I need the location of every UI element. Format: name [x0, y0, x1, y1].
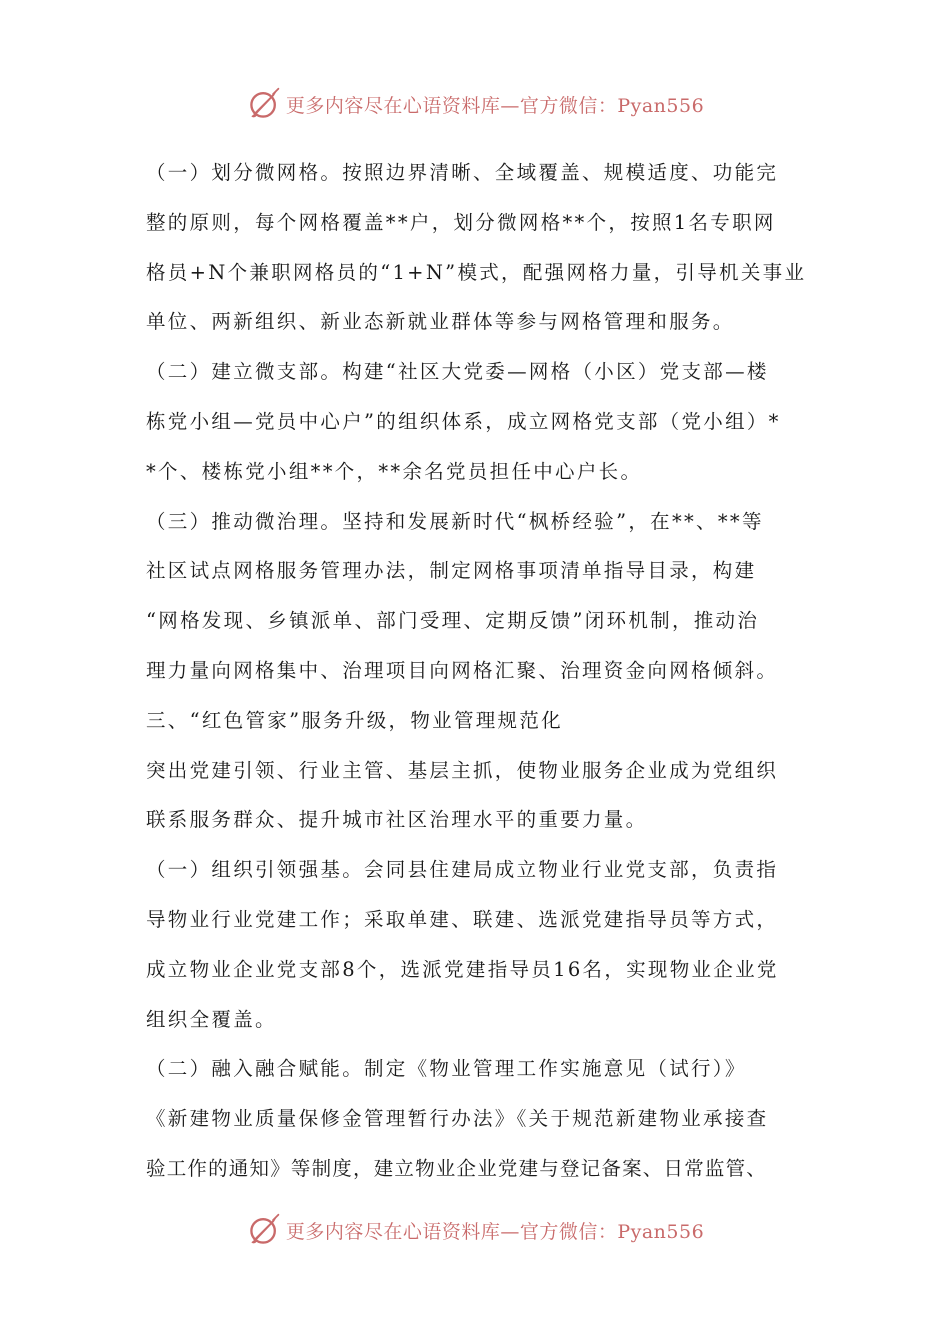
body-line: （一）划分微网格。按照边界清晰、全域覆盖、规模适度、功能完 — [146, 161, 779, 184]
body-line: 成立物业企业党支部8个，选派党建指导员16名，实现物业企业党 — [146, 957, 779, 981]
body-line: 联系服务群众、提升城市社区治理水平的重要力量。 — [146, 808, 648, 832]
body-line: 验工作的通知》等制度，建立物业企业党建与登记备案、日常监管、 — [146, 1156, 768, 1180]
body-line: 《新建物业质量保修金管理暂行办法》《关于规范新建物业承接查 — [146, 1107, 769, 1131]
body-line: 组织全覆盖。 — [146, 1007, 277, 1031]
body-line: （二）建立微支部。构建“社区大党委—网格（小区）党支部—楼 — [146, 360, 769, 384]
header-banner-text: 更多内容尽在心语资料库—官方微信：Pyan556 — [285, 94, 705, 117]
body-line: 格员+N个兼职网格员的“1+N”模式，配强网格力量，引导机关事业 — [146, 260, 807, 284]
body-line: （三）推动微治理。坚持和发展新时代“枫桥经验”，在**、**等 — [146, 509, 764, 533]
pen-logo-icon — [246, 1212, 282, 1248]
body-line: 社区试点网格服务管理办法，制定网格事项清单指导目录，构建 — [146, 559, 757, 583]
document-body — [146, 148, 826, 1194]
footer-banner-text: 更多内容尽在心语资料库—官方微信：Pyan556 — [285, 1220, 705, 1243]
header-banner — [0, 82, 950, 126]
body-line: 突出党建引领、行业主管、基层主抓，使物业服务企业成为党组织 — [146, 758, 779, 782]
body-line: 单位、两新组织、新业态新就业群体等参与网格管理和服务。 — [146, 310, 735, 334]
body-line: （一）组织引领强基。会同县住建局成立物业行业党支部，负责指 — [146, 858, 779, 882]
body-line: 导物业行业党建工作；采取单建、联建、选派党建指导员等方式， — [146, 907, 779, 931]
body-line: 栋党小组—党员中心户”的组织体系，成立网格党支部（党小组）* — [146, 409, 781, 433]
body-line: “网格发现、乡镇派单、部门受理、定期反馈”闭环机制，推动治 — [146, 609, 760, 633]
pen-logo-icon — [246, 86, 282, 122]
body-line: 理力量向网格集中、治理项目向网格汇聚、治理资金向网格倾斜。 — [146, 658, 779, 682]
section-heading: 三、“红色管家”服务升级，物业管理规范化 — [146, 708, 563, 732]
body-line: （二）融入融合赋能。制定《物业管理工作实施意见（试行）》 — [146, 1057, 747, 1081]
footer-banner — [0, 1208, 950, 1252]
body-line: 整的原则，每个网格覆盖**户，划分微网格**个，按照1名专职网 — [146, 210, 776, 234]
body-line: *个、楼栋党小组**个，**余名党员担任中心户长。 — [146, 459, 643, 483]
